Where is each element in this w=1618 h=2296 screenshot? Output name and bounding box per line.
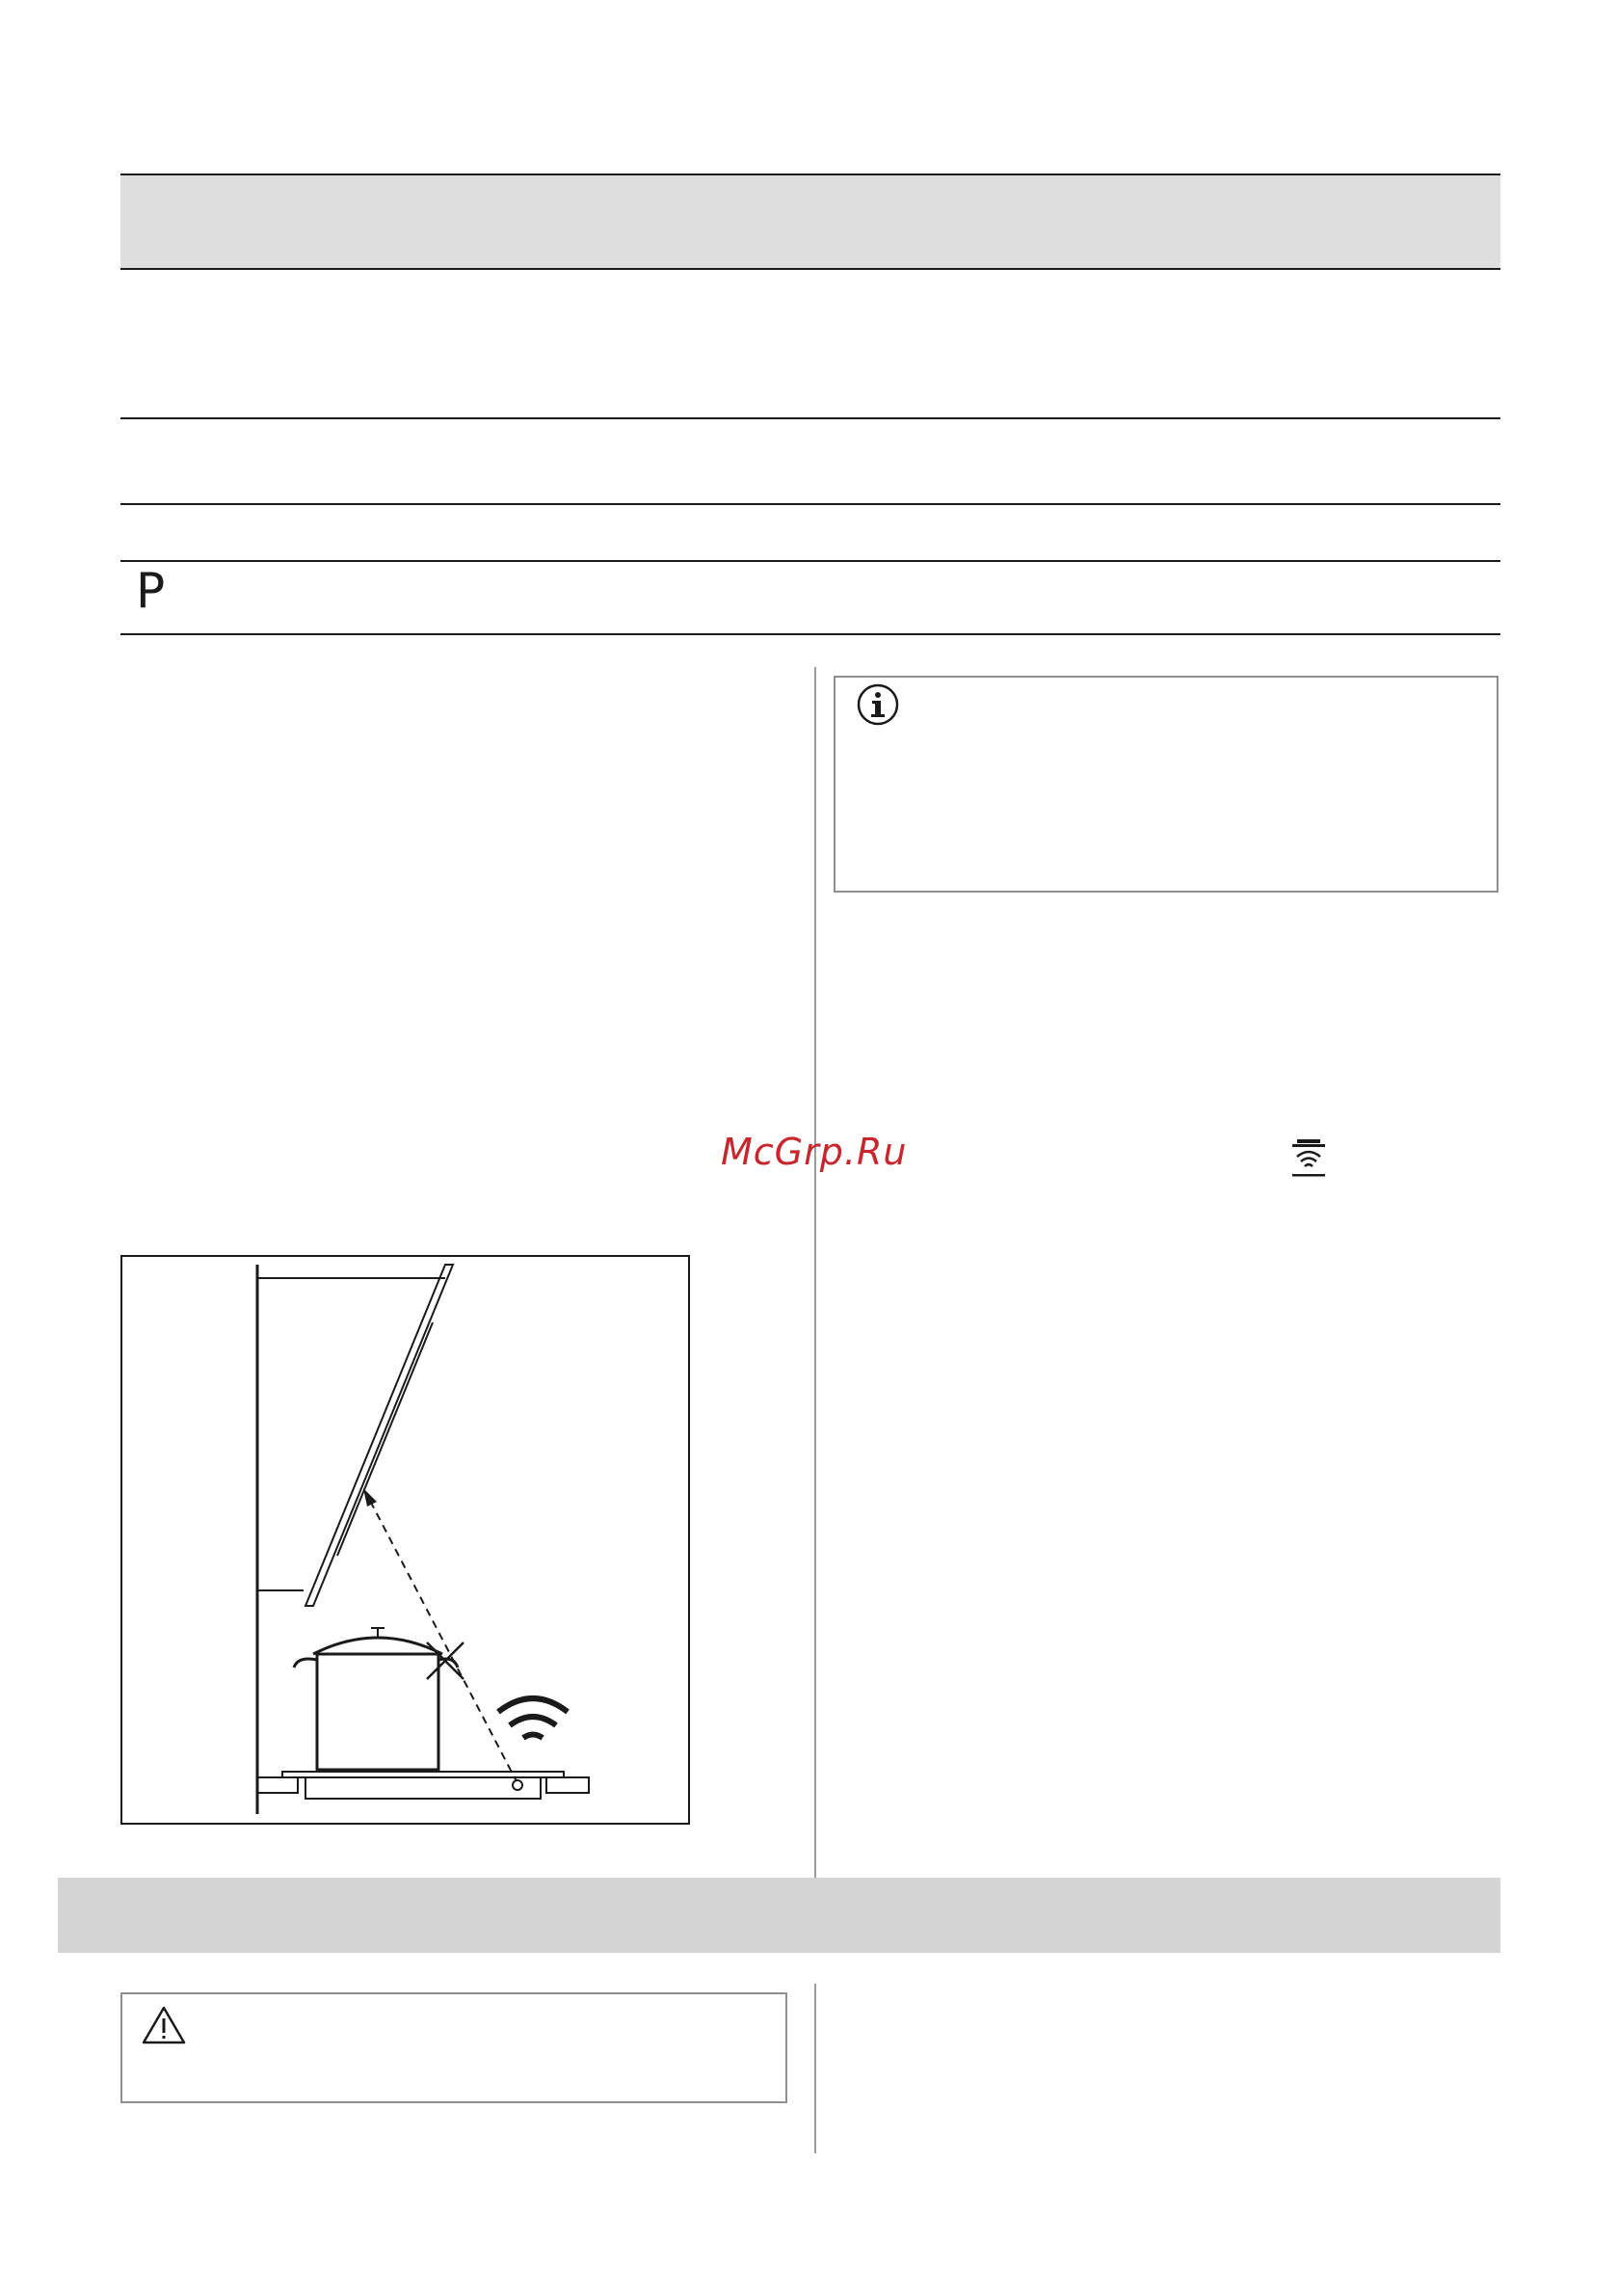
- info-icon: [856, 682, 900, 727]
- table-rule-row2: [120, 503, 1500, 505]
- info-box: [834, 676, 1499, 893]
- column-divider-upper: [814, 667, 816, 1880]
- section-heading-band: [58, 1878, 1500, 1953]
- warning-triangle-icon: [141, 2005, 187, 2045]
- column-divider-lower: [814, 1984, 816, 2153]
- hob-to-hood-signal-illustration: [120, 1255, 690, 1825]
- table-symbol-p: P: [136, 563, 166, 619]
- table-rule-row1: [120, 417, 1500, 419]
- watermark: McGrp.Ru: [721, 1131, 908, 1173]
- table-rule-bottom: [120, 633, 1500, 635]
- table-header-row: [120, 174, 1500, 268]
- hood-connectivity-icon: [1289, 1137, 1328, 1178]
- table-rule-header-bottom: [120, 268, 1500, 270]
- warning-box: [120, 1992, 787, 2103]
- table-rule-top: [120, 174, 1500, 175]
- table-rule-row3: [120, 560, 1500, 562]
